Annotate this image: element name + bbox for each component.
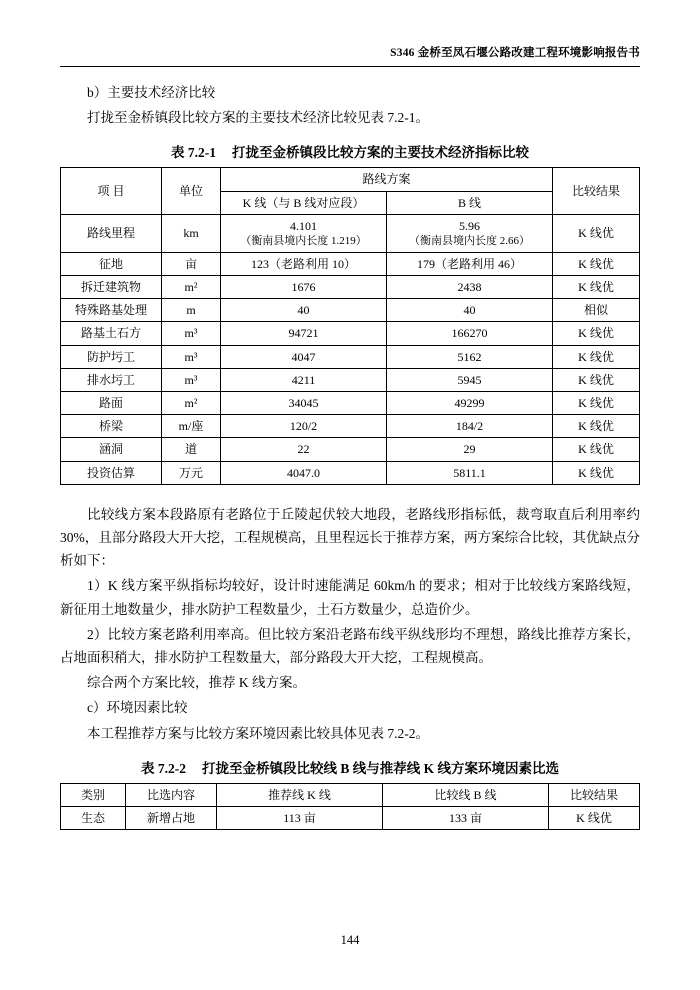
page-number: 144: [340, 933, 360, 947]
col-b-line: B 线: [387, 191, 553, 214]
table1-caption: [60, 141, 640, 161]
table1-caption-text: 打拢至金桥镇段比较方案的主要技术经济指标比较: [232, 145, 529, 161]
environmental-comparison-table: [60, 783, 640, 830]
row-unit: km: [162, 214, 221, 252]
table-row: [61, 322, 640, 345]
spacer: [60, 485, 640, 503]
table-row: [61, 807, 640, 830]
row-k-value: 34045: [221, 391, 387, 414]
col-content: 比选内容: [126, 783, 217, 806]
row-unit: 道: [162, 438, 221, 461]
heading-b: b）主要技术经济比较: [87, 85, 216, 100]
row-k-value: [221, 214, 387, 252]
table-row: [61, 461, 640, 484]
b-value-note: （衡南县境内长度 2.66）: [409, 235, 530, 247]
page-header: [60, 0, 640, 67]
row-unit: m²: [162, 276, 221, 299]
col-result: 比较结果: [549, 783, 640, 806]
row-item: 拆迁建筑物: [61, 276, 162, 299]
row-result: K 线优: [553, 368, 640, 391]
table1-caption-number: 表 7.2-1: [171, 145, 216, 161]
row-item: 路基土石方: [61, 322, 162, 345]
row-result: 相似: [553, 299, 640, 322]
row-b-value: 133 亩: [383, 807, 549, 830]
table-row: [61, 276, 640, 299]
table-header-row: [61, 783, 640, 806]
k-value: 4.101: [290, 218, 317, 233]
running-title: S346 金桥至凤石堰公路改建工程环境影响报告书: [390, 47, 640, 59]
row-result: K 线优: [553, 415, 640, 438]
table2-caption-text: 打拢至金桥镇段比较线 B 线与推荐线 K 线方案环境因素比选: [201, 760, 559, 776]
row-content: 新增占地: [126, 807, 217, 830]
technical-comparison-table: [60, 167, 640, 484]
row-result: K 线优: [549, 807, 640, 830]
para-env: 本工程推荐方案与比较方案环境因素比较具体见表 7.2-2。: [87, 725, 429, 741]
row-k-value: 4047.0: [221, 461, 387, 484]
row-item: 桥梁: [61, 415, 162, 438]
k-value-note: （衡南县境内长度 1.219）: [240, 235, 367, 247]
row-type: 生态: [61, 807, 126, 830]
row-b-value: 5162: [387, 345, 553, 368]
row-k-value: 1676: [221, 276, 387, 299]
table2-caption-number: 表 7.2-2: [140, 760, 186, 776]
para-compare-1: 比较线方案本段路原有老路位于丘陵起伏较大地段，老路线形指标低，裁弯取直后利用率约 30%，且部分路段大开大挖，工程规模高，且里程远长于推荐方案，两方案综合比较，其优缺点分析如下：: [60, 506, 640, 569]
row-unit: m³: [162, 345, 221, 368]
row-unit: m³: [162, 368, 221, 391]
row-k-value: 120/2: [221, 415, 387, 438]
row-k-value: 22: [221, 438, 387, 461]
row-item: 征地: [61, 252, 162, 275]
table-row: [61, 299, 640, 322]
row-k-value: 4047: [221, 345, 387, 368]
row-result: K 线优: [553, 252, 640, 275]
row-item: 路线里程: [61, 214, 162, 252]
row-result: K 线优: [553, 345, 640, 368]
row-item: 防护圬工: [61, 345, 162, 368]
row-b-value: 29: [387, 438, 553, 461]
col-type: 类别: [61, 783, 126, 806]
row-b-value: 5811.1: [387, 461, 553, 484]
table-row: [61, 391, 640, 414]
row-result: K 线优: [553, 391, 640, 414]
row-k-value: 113 亩: [217, 807, 383, 830]
row-result: K 线优: [553, 276, 640, 299]
col-group-route-scheme: 路线方案: [221, 168, 553, 191]
table-row: [61, 415, 640, 438]
row-b-value: 166270: [387, 322, 553, 345]
row-unit: m³: [162, 322, 221, 345]
row-result: K 线优: [553, 214, 640, 252]
row-k-value: 40: [221, 299, 387, 322]
para-compare-3: 2）比较方案老路利用率高。但比较方案沿老路布线平纵线形均不理想，路线比推荐方案长，占地面积稍大，排水防护工程数量大，部分路段大开大挖，工程规模高。: [60, 626, 640, 666]
heading-c: c）环境因素比较: [87, 700, 188, 716]
table-row: [61, 438, 640, 461]
col-b-line: 比较线 B 线: [383, 783, 549, 806]
row-b-value: 2438: [387, 276, 553, 299]
page-body: [60, 67, 640, 830]
page-footer: [0, 933, 700, 948]
table-row: [61, 252, 640, 275]
row-item: 涵洞: [61, 438, 162, 461]
col-k-line: K 线（与 B 线对应段）: [221, 191, 387, 214]
row-unit: m: [162, 299, 221, 322]
row-b-value: 179（老路利用 46）: [387, 252, 553, 275]
col-result: 比较结果: [553, 168, 640, 214]
col-k-line: 推荐线 K 线: [217, 783, 383, 806]
row-item: 路面: [61, 391, 162, 414]
row-result: K 线优: [553, 438, 640, 461]
table-row: [61, 345, 640, 368]
para-intro: 打拢至金桥镇段比较方案的主要技术经济比较见表 7.2-1。: [87, 110, 429, 126]
para-compare-2: 1）K 线方案平纵指标均较好，设计时速能满足 60km/h 的要求；相对于比较线方案路线短，新征用土地数量少，排水防护工程数量少，土石方数量少，总造价少。: [60, 578, 640, 617]
row-item: 排水圬工: [61, 368, 162, 391]
table-row: [61, 368, 640, 391]
col-item: 项 目: [61, 168, 162, 214]
row-unit: 亩: [162, 252, 221, 275]
row-b-value: 40: [387, 299, 553, 322]
col-unit: 单位: [162, 168, 221, 214]
row-k-value: 123（老路利用 10）: [221, 252, 387, 275]
table-header-row: [61, 168, 640, 191]
row-unit: m²: [162, 391, 221, 414]
table2-caption: [60, 757, 640, 777]
row-item: 特殊路基处理: [61, 299, 162, 322]
row-k-value: 4211: [221, 368, 387, 391]
row-result: K 线优: [553, 461, 640, 484]
row-unit: m/座: [162, 415, 221, 438]
row-b-value: 184/2: [387, 415, 553, 438]
row-result: K 线优: [553, 322, 640, 345]
b-value: 5.96: [459, 218, 480, 233]
row-b-value: [387, 214, 553, 252]
table-row: [61, 214, 640, 252]
row-k-value: 94721: [221, 322, 387, 345]
para-compare-4: 综合两个方案比较，推荐 K 线方案。: [87, 675, 306, 691]
row-b-value: 49299: [387, 391, 553, 414]
row-item: 投资估算: [61, 461, 162, 484]
row-unit: 万元: [162, 461, 221, 484]
row-b-value: 5945: [387, 368, 553, 391]
